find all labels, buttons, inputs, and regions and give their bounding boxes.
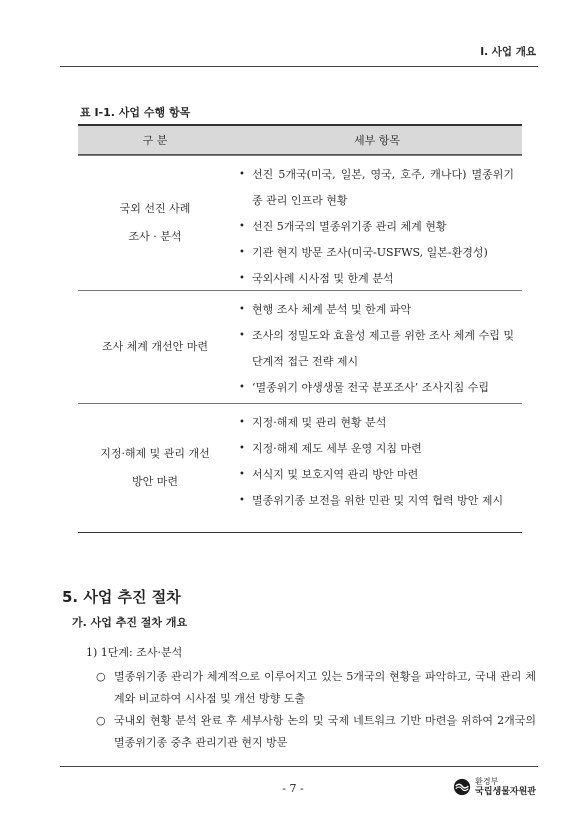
section-title: 5. 사업 추진 절차 xyxy=(62,588,181,606)
list-item: • 멸종위기종 보전을 위한 민관 및 지역 협력 방안 제시 xyxy=(239,494,504,507)
col-header-category: 구 분 xyxy=(142,134,168,147)
table-header-row xyxy=(78,126,522,155)
list-item: • 지정·해제 및 관리 현황 분석 xyxy=(239,416,387,429)
org-name-institute: 국립생물자원관 xyxy=(475,787,536,797)
row-category: 국외 선진 사례 조사 · 분석 xyxy=(119,202,191,243)
step-heading: 1) 1단계: 조사·분석 xyxy=(86,646,183,659)
list-item: • 기관 현지 방문 조사(미국-USFWS, 일본-환경성) xyxy=(239,246,488,259)
list-item: • 국외사례 시사점 및 한계 분석 xyxy=(239,272,394,285)
org-logo xyxy=(453,776,536,798)
header-divider xyxy=(60,66,538,67)
row-items xyxy=(232,404,522,532)
footer-divider xyxy=(60,766,538,767)
row-category: 조사 체계 개선안 마련 xyxy=(101,340,209,353)
paragraph: ○ 국내외 현황 분석 완료 후 세부사항 논의 및 국제 네트워크 기반 마련을 위하여 2개국의 멸종위기종 중추 관리기관 현지 방문 xyxy=(96,710,536,754)
table-row xyxy=(78,155,522,290)
task-table xyxy=(78,124,522,533)
table-row xyxy=(78,403,522,532)
list-item: • 선진 5개국의 멸종위기종 관리 체계 현황 xyxy=(239,220,447,233)
list-item: • 현행 조사 체계 분석 및 한계 파악 xyxy=(239,303,412,316)
page-number: - 7 - xyxy=(282,782,304,795)
org-name-ministry: 환경부 xyxy=(475,777,499,786)
row-items xyxy=(232,156,522,290)
list-item: • 조사의 정밀도와 효율성 제고를 위한 조사 체계 수립 및 단계적 접근 전략 제시 xyxy=(239,329,514,368)
table-caption: 표 Ⅰ-1. 사업 수행 항목 xyxy=(80,106,191,119)
row-category: 지정·해제 및 관리 개선 방안 마련 xyxy=(100,447,210,488)
taegeuk-emblem-icon xyxy=(453,778,471,796)
list-item: • ‘멸종위기 야생생물 전국 분포조사’ 조사지침 수립 xyxy=(239,381,489,394)
row-items xyxy=(232,291,522,403)
list-item: • 지정·해제 제도 세부 운영 지침 마련 xyxy=(239,442,422,455)
subsection-title: 가. 사업 추진 절차 개요 xyxy=(72,616,188,629)
circle-bullet-icon: ○ xyxy=(96,714,106,727)
paragraph: ○ 멸종위기종 관리가 체계적으로 이루어지고 있는 5개국의 현황을 파악하고, 국내 관리 체계와 비교하여 시사점 및 개선 방향 도출 xyxy=(96,666,536,710)
col-header-details: 세부 항목 xyxy=(353,134,400,147)
chapter-label: Ⅰ. 사업 개요 xyxy=(480,46,536,58)
list-item: • 선진 5개국(미국, 일본, 영국, 호주, 캐나다) 멸종위기종 관리 인프라 현황 xyxy=(239,168,514,207)
table-row xyxy=(78,290,522,403)
list-item: • 서식지 및 보호지역 관리 방안 마련 xyxy=(239,468,419,481)
circle-bullet-icon: ○ xyxy=(96,670,106,683)
